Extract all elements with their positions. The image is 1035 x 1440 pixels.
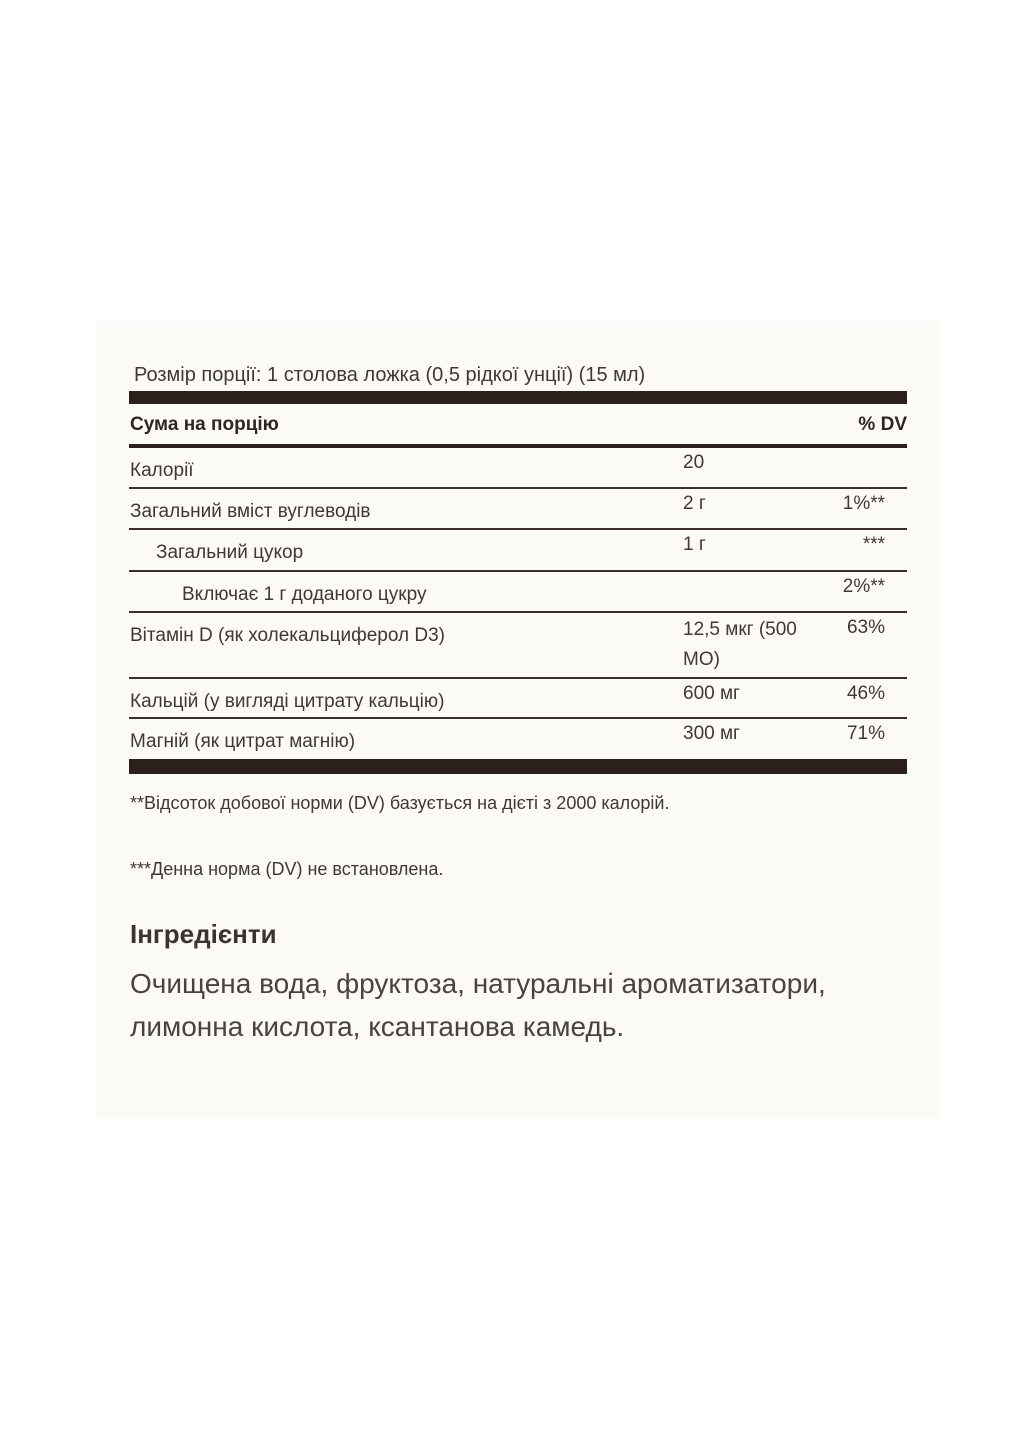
nutrient-name: Загальний цукор — [156, 542, 304, 563]
nutrient-name: Включає 1 г доданого цукру — [182, 584, 427, 605]
nutrient-dv: *** — [862, 534, 885, 555]
footnote-dv-basis: **Відсоток добової норми (DV) базується на дієті з 2000 калорій. — [130, 793, 670, 813]
nutrient-dv: 2%** — [842, 576, 885, 597]
ingredients-title: Інгредієнти — [130, 919, 277, 949]
nutrient-name: Кальцій (у вигляді цитрату кальцію) — [130, 691, 445, 712]
nutrient-dv: 46% — [846, 683, 885, 704]
nutrient-amount: 600 мг — [683, 683, 740, 704]
nutrient-name: Магній (як цитрат магнію) — [130, 731, 356, 752]
nutrient-amount: 1 г — [683, 534, 706, 555]
top-thick-bar — [129, 391, 907, 404]
bottom-thick-bar — [129, 759, 907, 774]
table-row — [129, 530, 907, 572]
serving-size: Розмір порції: 1 столова ложка (0,5 рідкої унції) (15 мл) — [134, 364, 646, 386]
nutrient-amount: 300 мг — [683, 723, 740, 744]
table-row — [129, 679, 907, 719]
nutrient-amount: 20 — [683, 452, 705, 473]
table-row — [129, 448, 907, 489]
nutrient-name: Калорії — [130, 460, 194, 481]
table-row — [129, 719, 907, 759]
table-row — [129, 572, 907, 613]
nutrient-dv: 63% — [846, 617, 885, 638]
amount-per-serving-header: Сума на порцію — [130, 414, 279, 435]
nutrient-amount: 12,5 мкг (500 МО) — [683, 619, 797, 670]
nutrient-amount: 2 г — [683, 493, 706, 514]
footnote-dv-not-established: ***Денна норма (DV) не встановлена. — [130, 859, 444, 879]
nutrient-dv: 1%** — [842, 493, 885, 514]
table-row — [129, 613, 907, 679]
nutrient-dv: 71% — [846, 723, 885, 744]
nutrient-name: Вітамін D (як холекальциферол D3) — [130, 625, 445, 646]
ingredients-text: Очищена вода, фруктоза, натуральні ароматизатори, лимонна кислота, ксантанова камедь. — [130, 968, 826, 1042]
table-row — [129, 489, 907, 530]
nutrient-name: Загальний вміст вуглеводів — [130, 501, 371, 522]
dv-header: % DV — [858, 414, 907, 435]
